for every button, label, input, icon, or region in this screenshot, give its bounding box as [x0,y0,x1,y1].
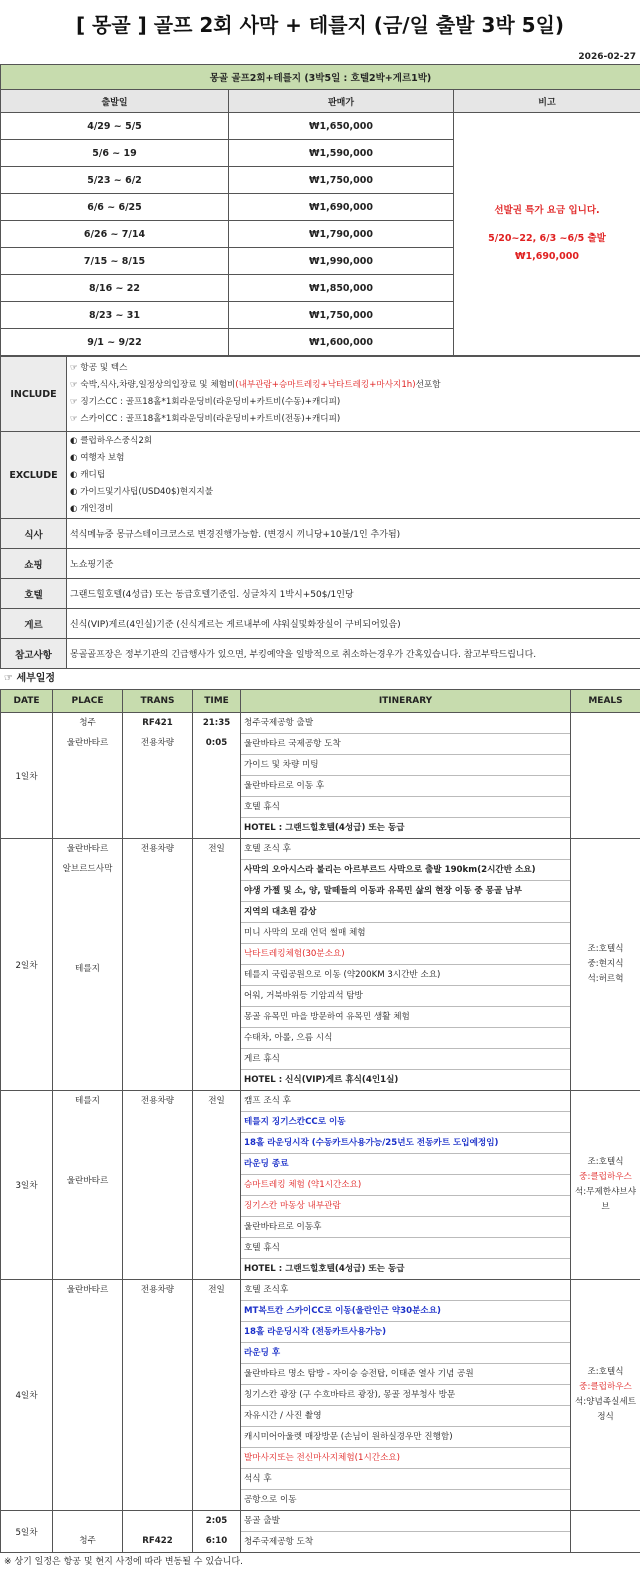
itinerary-cell [241,1511,571,1553]
day-row [1,1280,640,1511]
place: 테를지 [56,1091,119,1111]
itinerary-item: 낙타트레킹체험(30분소요) [241,944,570,965]
trans-cell [123,839,193,1091]
itinerary-item: 가이드 및 차량 미팅 [241,755,570,776]
shopping-label: 쇼핑 [1,549,67,579]
footer-note: ※ 상기 일정은 항공 및 현지 사정에 따라 변동될 수 있습니다. [0,1553,640,1571]
time: 전일 [196,1280,237,1300]
itinerary-item: 라운딩 후 [241,1343,570,1364]
departure-date: 6/26 ~ 7/14 [1,221,229,248]
price-row [1,113,640,140]
day-label: 2일차 [1,839,53,1091]
place: 울란바타르 [56,733,119,753]
day-row [1,1511,640,1553]
info-table [0,356,640,669]
itinerary-item: 공항으로 이동 [241,1490,570,1510]
col-header-remarks: 비고 [454,90,640,113]
departure-date: 5/6 ~ 19 [1,140,229,167]
sale-price: ₩1,590,000 [229,140,454,167]
day-label: 3일차 [1,1091,53,1280]
itinerary-cell [241,713,571,839]
flight-number: RF422 [126,1531,189,1551]
price-table-title: 몽골 골프2회+테를지 (3박5일 : 호텔2박+게르1박) [1,65,640,90]
itinerary-item: 청주국제공항 출발 [241,713,570,734]
meal-dinner: 석:양념족실세트정식 [574,1395,637,1425]
time-cell [193,839,241,1091]
time-cell [193,1091,241,1280]
hotel-info: HOTEL : 그랜드힐호텔(4성급) 또는 동급 [241,818,570,838]
itinerary-item: 게르 휴식 [241,1049,570,1070]
ger-label: 게르 [1,609,67,639]
itinerary-table [0,689,640,1553]
shopping-text: 노쇼핑기준 [67,549,640,579]
place: 울란바타르 [56,1171,119,1191]
itinerary-cell [241,839,571,1091]
meals-cell [571,713,640,839]
itinerary-item: 발마사지또는 전신마사지체험(1시간소요) [241,1448,570,1469]
meals-cell [571,1511,640,1553]
meal-breakfast: 조:호텔식 [574,942,637,957]
departure-date: 4/29 ~ 5/5 [1,113,229,140]
sale-price: ₩1,790,000 [229,221,454,248]
itinerary-item: 울란바타르로 이동후 [241,1217,570,1238]
col-header-itinerary: ITINERARY [241,690,571,713]
itinerary-cell [241,1091,571,1280]
special-fare-line: 선발권 특가 요금 입니다. [457,202,637,220]
itinerary-item: 사막의 오아시스라 불리는 아르부르드 사막으로 출발 190km(2시간반 소요) [241,860,570,881]
sale-price: ₩1,990,000 [229,248,454,275]
day-row [1,713,640,839]
transport: 전용차량 [126,1280,189,1300]
place-cell [53,713,123,839]
trans-cell [123,713,193,839]
special-fare-price: ₩1,690,000 [457,248,637,266]
notes-text: 몽골골프장은 정부기관의 긴급행사가 있으면, 부킹예약을 일방적으로 취소하는경우가 간혹있습니다. 참고부탁드립니다. [67,639,640,669]
sale-price: ₩1,750,000 [229,302,454,329]
page-title: [ 몽골 ] 골프 2회 사막 + 테를지 (금/일 출발 3박 5일) [0,0,640,50]
include-item: ☞ 징기스CC : 골프18홀*1회라운딩비(라운딩비+카트비(수동)+캐디피) [70,394,637,411]
time-cell [193,713,241,839]
meal-lunch: 중:클럽하우스 [574,1380,637,1395]
place-cell [53,839,123,1091]
meal-text: 석식메뉴중 몽규스테이크코스로 변경진행가능함. (변경시 끼니당+10불/1인 추가됨) [67,519,640,549]
meal-dinner: 석:허르헉 [574,972,637,987]
col-header-trans: TRANS [123,690,193,713]
itinerary-item: 울란바타르 국제공항 도착 [241,734,570,755]
itinerary-item: 호텔 조식 후 [241,839,570,860]
time: 21:35 [196,713,237,733]
transport: 전용차량 [126,839,189,859]
meal-breakfast: 조:호텔식 [574,1365,637,1380]
itinerary-cell [241,1280,571,1511]
col-header-meals: MEALS [571,690,640,713]
exclude-item: ◐ 개인경비 [70,501,637,518]
time-cell [193,1511,241,1553]
hotel-text: 그랜드힐호텔(4성급) 또는 동급호텔기준임. 싱글차지 1박시+50$/1인당 [67,579,640,609]
trans-cell [123,1511,193,1553]
itinerary-item: 캠프 조식 후 [241,1091,570,1112]
place: 테를지 [56,959,119,979]
day-row [1,839,640,1091]
itinerary-item: 18홀 라운딩시작 (전동카트사용가능) [241,1322,570,1343]
itinerary-item: 호텔 휴식 [241,797,570,818]
include-item [70,377,637,394]
sale-price: ₩1,690,000 [229,194,454,221]
include-highlight: (내부관람+승마트레킹+낙타트레킹+마사지1h) [235,380,415,390]
include-item: ☞ 항공 및 텍스 [70,360,637,377]
itinerary-item: 호텔 조식후 [241,1280,570,1301]
departure-date: 8/16 ~ 22 [1,275,229,302]
meal-breakfast: 조:호텔식 [574,1155,637,1170]
place: 울란바타르 [56,839,119,859]
itinerary-item: 몽골 유목민 마을 방문하여 유목민 생활 체험 [241,1007,570,1028]
itinerary-item: 어워, 거북바위등 기암괴석 탐방 [241,986,570,1007]
include-text: 선포함 [416,380,441,390]
place: 울란바타르 [56,1280,119,1300]
place: 청주 [56,1531,119,1551]
itinerary-item: 호텔 휴식 [241,1238,570,1259]
place: 청주 [56,713,119,733]
time: 6:10 [196,1531,237,1551]
itinerary-item: 야생 가젤 및 소, 양, 말떼들의 이동과 유목민 삶의 현장 이동 중 몽골 남부 [241,881,570,902]
day-label: 5일차 [1,1511,53,1553]
trans-cell [123,1280,193,1511]
col-header-date: DATE [1,690,53,713]
itinerary-item: 수태차, 아롤, 으름 시식 [241,1028,570,1049]
time-cell [193,1280,241,1511]
meal-lunch: 중:현지식 [574,957,637,972]
itinerary-item: 석식 후 [241,1469,570,1490]
ger-text: 신식(VIP)게르(4인실)기준 (신식게르는 게르내부에 샤워실및화장실이 구비되어있음) [67,609,640,639]
place-cell [53,1511,123,1553]
col-header-place: PLACE [53,690,123,713]
include-label: INCLUDE [1,357,67,432]
itinerary-item: 몽골 출발 [241,1511,570,1532]
itinerary-item: 청주국제공항 도착 [241,1532,570,1552]
departure-date: 8/23 ~ 31 [1,302,229,329]
price-table [0,64,640,356]
exclude-label: EXCLUDE [1,432,67,519]
sale-price: ₩1,850,000 [229,275,454,302]
meals-cell [571,839,640,1091]
transport: 전용차량 [126,733,189,753]
special-fare-dates: 5/20~22, 6/3 ~6/5 출발 [457,230,637,248]
meals-cell [571,1280,640,1511]
itinerary-item: 라운딩 종료 [241,1154,570,1175]
time: 2:05 [196,1511,237,1531]
col-header-price: 판매가 [229,90,454,113]
departure-date: 5/23 ~ 6/2 [1,167,229,194]
itinerary-item: 캐시미어아울렛 매장방문 (손님이 원하실경우만 진행함) [241,1427,570,1448]
departure-date: 7/15 ~ 8/15 [1,248,229,275]
schedule-title: ☞ 세부일정 [0,669,640,689]
exclude-item: ◐ 클럽하우스중식2회 [70,433,637,450]
time: 전일 [196,839,237,859]
itinerary-item: 지역의 대초원 감상 [241,902,570,923]
itinerary-item: 승마트레킹 체험 (약1시간소요) [241,1175,570,1196]
col-header-departure: 출발일 [1,90,229,113]
exclude-list [67,432,640,519]
exclude-item: ◐ 캐디팁 [70,467,637,484]
hotel-info: HOTEL : 신식(VIP)게르 휴식(4인1실) [241,1070,570,1090]
col-header-time: TIME [193,690,241,713]
hotel-info: HOTEL : 그랜드힐호텔(4성급) 또는 동급 [241,1259,570,1279]
include-item: ☞ 스카이CC : 골프18홀*1회라운딩비(라운딩비+카트비(전동)+캐디피) [70,411,637,428]
departure-date: 9/1 ~ 9/22 [1,329,229,356]
itinerary-item: MT복트칸 스카이CC로 이동(울란인근 약30분소요) [241,1301,570,1322]
sale-price: ₩1,750,000 [229,167,454,194]
itinerary-item: 칭기스칸 광장 (구 수흐바타르 광장), 몽골 정부청사 방문 [241,1385,570,1406]
time: 0:05 [196,733,237,753]
exclude-item: ◐ 가이드및기사팁(USD40$)현지지불 [70,484,637,501]
hotel-label: 호텔 [1,579,67,609]
transport: 전용차량 [126,1091,189,1111]
trans-cell [123,1091,193,1280]
itinerary-item: 테를지 국립공원으로 이동 (약200KM 3시간반 소요) [241,965,570,986]
departure-date: 6/6 ~ 6/25 [1,194,229,221]
issue-date: 2026-02-27 [0,50,640,64]
day-label: 4일차 [1,1280,53,1511]
time: 전일 [196,1091,237,1111]
itinerary-item: 미니 사막의 모래 언덕 썰매 체험 [241,923,570,944]
flight-number: RF421 [126,713,189,733]
sale-price: ₩1,600,000 [229,329,454,356]
itinerary-item: 테를지 징기스칸CC로 이동 [241,1112,570,1133]
meal-dinner: 석:무제한샤브샤브 [574,1185,637,1215]
itinerary-item: 징기스칸 마동상 내부관람 [241,1196,570,1217]
day-row [1,1091,640,1280]
itinerary-item: 울란바타르로 이동 후 [241,776,570,797]
special-fare-note [454,113,640,356]
include-list [67,357,640,432]
meal-label: 식사 [1,519,67,549]
place-cell [53,1280,123,1511]
exclude-item: ◐ 여행자 보험 [70,450,637,467]
meal-lunch: 중:클럽하우스 [574,1170,637,1185]
meals-cell [571,1091,640,1280]
itinerary-item: 자유시간 / 사진 촬영 [241,1406,570,1427]
sale-price: ₩1,650,000 [229,113,454,140]
place-cell [53,1091,123,1280]
itinerary-item: 18홀 라운딩시작 (수동카트사용가능/25년도 전동카트 도입예정임) [241,1133,570,1154]
notes-label: 참고사항 [1,639,67,669]
place: 알브르드사막 [56,859,119,879]
day-label: 1일차 [1,713,53,839]
include-text: ☞ 숙박,식사,차량,일정상의입장료 및 체험비 [70,380,235,390]
itinerary-item: 울란바타르 명소 탐방 - 자이승 승전탑, 이태준 열사 기념 공원 [241,1364,570,1385]
